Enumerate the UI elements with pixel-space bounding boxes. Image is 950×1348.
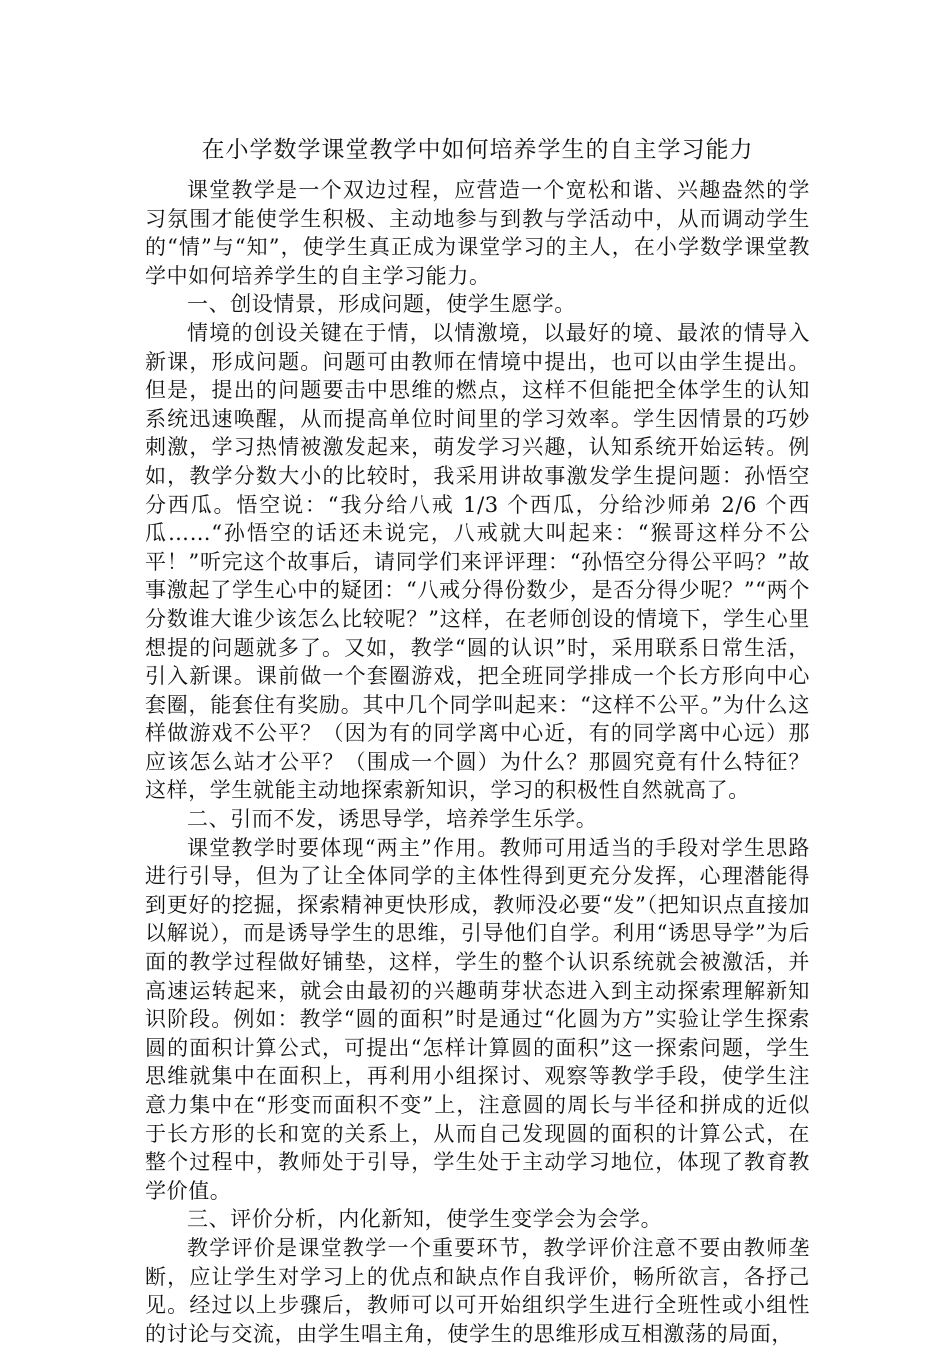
section-3-heading: 三、评价分析，内化新知，使学生变学会为会学。: [187, 1207, 663, 1232]
section-3-body: 教学评价是课堂教学一个重要环节，教学评价注意不要由教师垄断，应让学生对学习上的优点和缺点作自我评价，畅所欲言，各抒己见。经过以上步骤后，教师可以可开始组织学生进行全班性或小组性的讨论与交流，由学生唱主角，使学生的思维形成互相激荡的局面，: [145, 1235, 810, 1346]
document-title: 在小学数学课堂教学中如何培养学生的自主学习能力: [201, 137, 754, 163]
intro-paragraph: 课堂教学是一个双边过程，应营造一个宽松和谐、兴趣盎然的学习氛围才能使学生积极、主动地参与到教与学活动中，从而调动学生的“情”与“知”，使学生真正成为课堂学习的主人，在小学数学课堂教学中如何培养学生的自主学习能力。: [145, 178, 810, 288]
section-1-heading: 一、创设情景，形成问题，使学生愿学。: [187, 292, 576, 317]
section-1-body: 情境的创设关键在于情，以情激境，以最好的境、最浓的情导入新课，形成问题。问题可由教师在情境中提出，也可以由学生提出。但是，提出的问题要击中思维的燃点，这样不但能把全体学生的认知系统迅速唤醒，从而提高单位时间里的学习效率。学生因情景的巧妙刺激，学习热情被激发起来，萌发学习兴趣，认知系统开始运转。例如，教学分数大小的比较时，我采用讲故事激发学生提问题：孙悟空分西瓜。悟空说：“我分给八戒 1/3 个西瓜，分给沙师弟 2/6 个西瓜……“孙悟空的话还未说完，八戒就大叫起来：“猴哥这样分不公平！”听完这个故事后，请同学们来评评理：“孙悟空分得公平吗？”故事激起了学生心中的疑团：“八戒分得份数少，是否分得少呢？”“两个分数谁大谁少该怎么比较呢？”这样，在老师创设的情境下，学生心里想提的问题就多了。又如，教学“圆的认识”时，采用联系日常生活，引入新课。课前做一个套圈游戏，把全班同学排成一个长方形向中心套圈，能套住有奖励。其中几个同学叫起来：“这样不公平。”为什么这样做游戏不公平？（因为有的同学离中心近，有的同学离中心远）那应该怎么站才公平？（围成一个圆）为什么？那圆究竟有什么特征？这样，学生就能主动地探索新知识，学习的积极性自然就高了。: [145, 320, 810, 803]
section-2-heading: 二、引而不发，诱思导学，培养学生乐学。: [187, 807, 598, 832]
document-page: [145, 128, 810, 1348]
section-2-body: 课堂教学时要体现“两主”作用。教师可用适当的手段对学生思路进行引导，但为了让全体同学的主体性得到更充分发挥，心理潜能得到更好的挖掘，探索精神更快形成，教师没必要“发”（把知识点直接加以解说），而是诱导学生的思维，引导他们自学。利用“诱思导学”为后面的教学过程做好铺垫，这样，学生的整个认识系统就会被激活，并高速运转起来，就会由最初的兴趣萌芽状态进入到主动探索理解新知识阶段。例如：教学“圆的面积”时是通过“化圆为方”实验让学生探索圆的面积计算公式，可提出“怎样计算圆的面积”这一探索问题，学生思维就集中在面积上，再利用小组探讨、观察等教学手段，使学生注意力集中在“形变而面积不变”上，注意圆的周长与半径和拼成的近似于长方形的长和宽的关系上，从而自己发现圆的面积的计算公式，在整个过程中，教师处于引导，学生处于主动学习地位，体现了教育教学价值。: [145, 835, 810, 1203]
